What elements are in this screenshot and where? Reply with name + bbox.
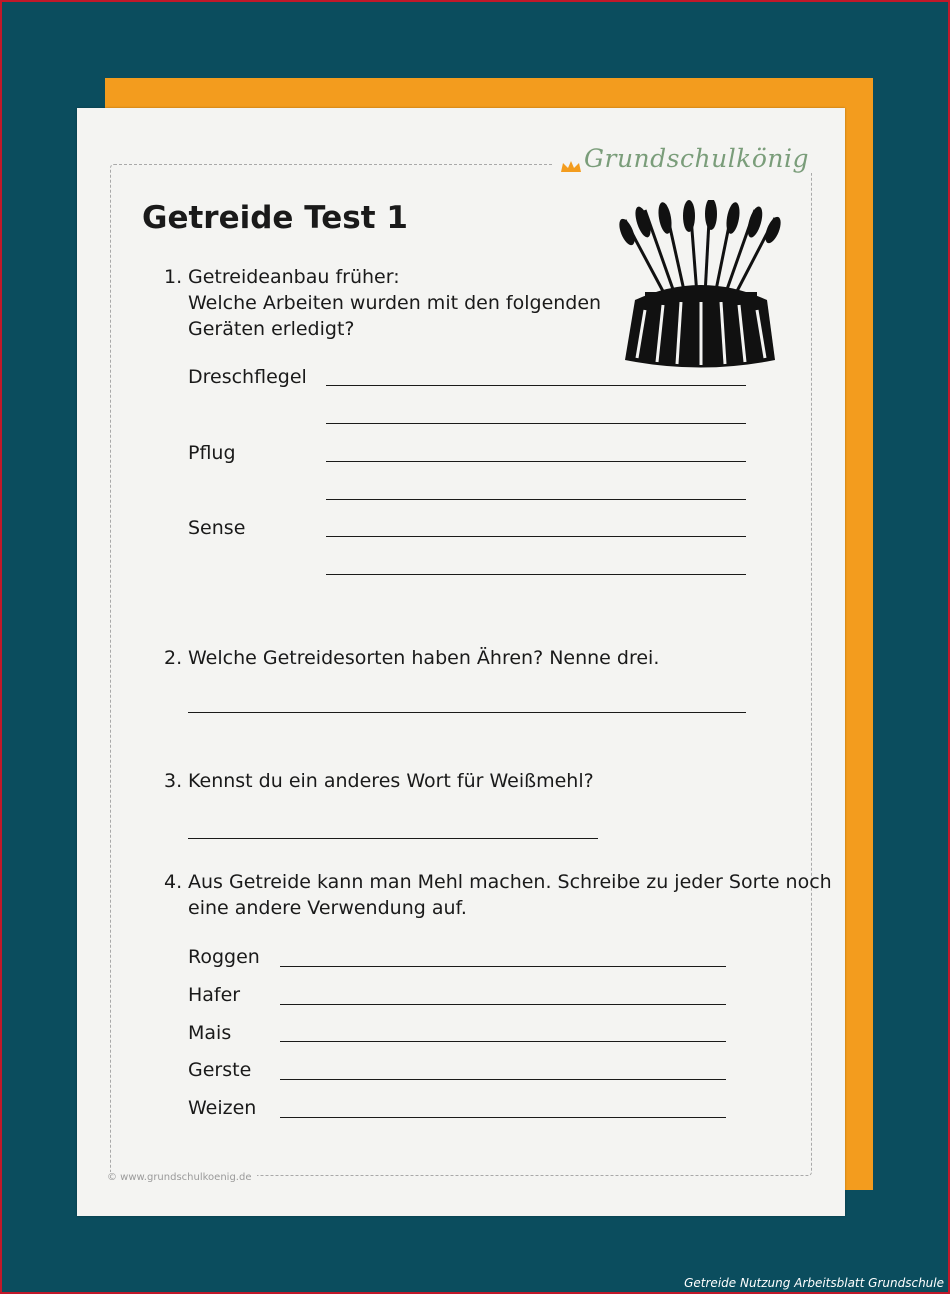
answer-line[interactable] — [280, 1004, 726, 1005]
question-number: 1. — [164, 266, 183, 288]
answer-line[interactable] — [280, 1117, 726, 1118]
crown-icon — [560, 159, 582, 173]
answer-line[interactable] — [326, 499, 746, 500]
grain-label: Weizen — [188, 1097, 257, 1119]
brand-logo — [554, 144, 815, 173]
question-4 — [164, 869, 832, 921]
question-text: Geräten erledigt? — [188, 318, 355, 340]
worksheet-page — [77, 108, 845, 1216]
grain-label: Mais — [188, 1022, 232, 1044]
answer-line[interactable] — [326, 461, 746, 462]
tool-label: Dreschflegel — [188, 366, 307, 388]
answer-line[interactable] — [280, 966, 726, 967]
answer-line[interactable] — [326, 385, 746, 386]
question-3 — [164, 768, 594, 794]
question-text: Aus Getreide kann man Mehl machen. Schreibe zu jeder Sorte noch — [188, 871, 832, 893]
answer-line[interactable] — [280, 1079, 726, 1080]
question-text: Welche Arbeiten wurden mit den folgenden — [188, 292, 602, 314]
question-text: Getreideanbau früher: — [188, 266, 400, 288]
question-2 — [164, 645, 660, 671]
worksheet-title: Getreide Test 1 — [142, 200, 408, 236]
question-text: Welche Getreidesorten haben Ähren? Nenne drei. — [188, 647, 660, 669]
question-number: 3. — [164, 770, 183, 792]
answer-line[interactable] — [326, 574, 746, 575]
question-number: 2. — [164, 647, 183, 669]
question-number: 4. — [164, 871, 183, 893]
image-caption: Getreide Nutzung Arbeitsblatt Grundschule — [684, 1276, 944, 1290]
answer-line[interactable] — [280, 1041, 726, 1042]
tool-label: Pflug — [188, 442, 236, 464]
grain-label: Hafer — [188, 984, 241, 1006]
brand-name: Grundschulkönig — [584, 144, 809, 173]
answer-line[interactable] — [326, 536, 746, 537]
grain-label: Gerste — [188, 1059, 252, 1081]
answer-line[interactable] — [326, 423, 746, 424]
tool-label: Sense — [188, 517, 246, 539]
question-1 — [164, 264, 602, 342]
answer-line[interactable] — [188, 838, 598, 839]
question-text: eine andere Verwendung auf. — [188, 897, 467, 919]
wheat-sheaf-illustration — [615, 200, 787, 368]
answer-line[interactable] — [188, 712, 746, 713]
grain-label: Roggen — [188, 946, 260, 968]
question-text: Kennst du ein anderes Wort für Weißmehl? — [188, 770, 594, 792]
copyright-footer: © www.grundschulkoenig.de — [107, 1172, 257, 1183]
